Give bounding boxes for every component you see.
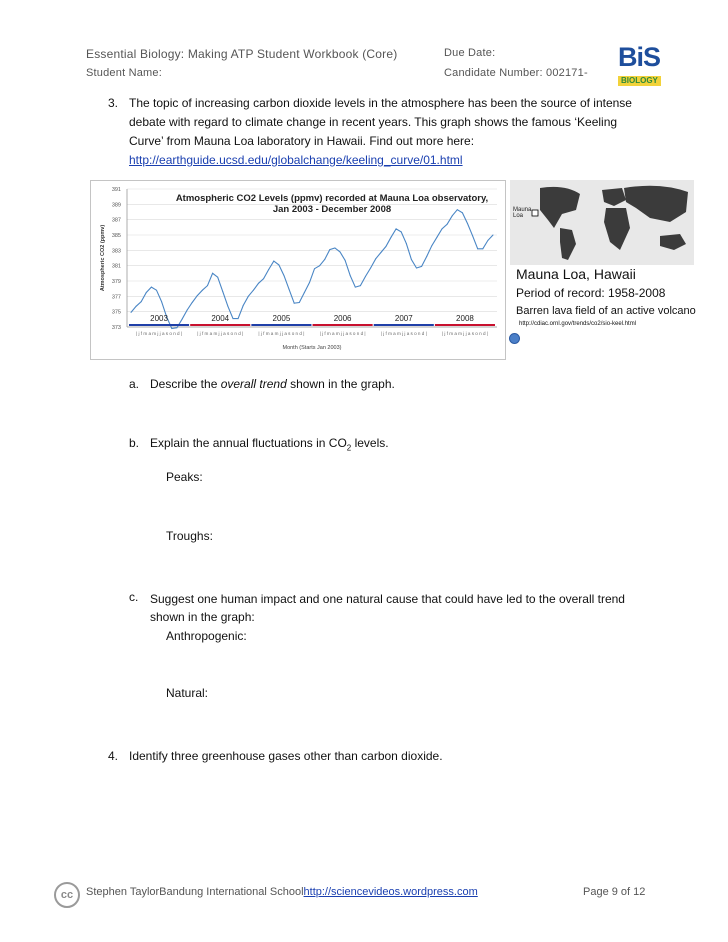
data-point bbox=[350, 275, 351, 276]
part-a-pre: Describe the bbox=[150, 377, 221, 391]
data-point bbox=[268, 269, 269, 270]
month-letters: | j f m a m j j a s o n d | bbox=[197, 331, 244, 336]
natural-label: Natural: bbox=[166, 686, 209, 700]
chart-title: Atmospheric CO2 Levels (ppmv) recorded at Mauna Loa observatory, bbox=[175, 193, 489, 204]
co2-series-line bbox=[131, 210, 493, 329]
part-b-text bbox=[150, 436, 389, 452]
y-tick-label: 385 bbox=[111, 233, 121, 239]
year-label: 2003 bbox=[150, 314, 168, 323]
data-point bbox=[472, 235, 473, 236]
month-letters: | j f m a m j j a s o n d | bbox=[441, 331, 488, 336]
data-point bbox=[289, 289, 290, 290]
keeling-chart bbox=[91, 181, 505, 359]
data-point bbox=[416, 267, 417, 268]
data-point bbox=[391, 237, 392, 238]
data-point bbox=[299, 302, 300, 303]
part-a-letter: a. bbox=[129, 377, 140, 391]
part-c-line-1: Suggest one human impact and one natural cause that could have led to the overall trend bbox=[150, 592, 625, 606]
data-point bbox=[401, 231, 402, 232]
year-label: 2005 bbox=[272, 314, 291, 323]
data-point bbox=[171, 328, 172, 329]
data-point bbox=[467, 223, 468, 224]
data-point bbox=[273, 261, 274, 262]
part-c-letter: c. bbox=[129, 590, 139, 604]
question-3-number: 3. bbox=[108, 96, 119, 110]
data-point bbox=[176, 327, 177, 328]
data-point bbox=[442, 228, 443, 229]
peaks-label: Peaks: bbox=[166, 470, 203, 484]
data-point bbox=[493, 235, 494, 236]
logo-text: BiS bbox=[618, 42, 661, 72]
part-a-post: shown in the graph. bbox=[286, 377, 395, 391]
y-tick-label: 391 bbox=[111, 187, 121, 193]
y-tick-label: 373 bbox=[111, 325, 121, 331]
data-point bbox=[243, 305, 244, 306]
data-point bbox=[482, 248, 483, 249]
data-point bbox=[431, 245, 432, 246]
data-point bbox=[360, 285, 361, 286]
data-point bbox=[227, 306, 228, 307]
anthropogenic-label: Anthropogenic: bbox=[166, 629, 247, 643]
data-point bbox=[141, 301, 142, 302]
q3-line-1: The topic of increasing carbon dioxide levels in the atmosphere has been the source of intense bbox=[129, 96, 632, 110]
y-tick-label: 375 bbox=[111, 309, 121, 316]
data-point bbox=[457, 209, 458, 210]
data-point bbox=[202, 290, 203, 291]
data-point bbox=[375, 258, 376, 259]
data-point bbox=[329, 249, 330, 250]
data-point bbox=[232, 318, 233, 319]
data-point bbox=[253, 290, 254, 291]
world-map bbox=[510, 180, 694, 265]
data-point bbox=[452, 215, 453, 216]
data-point bbox=[263, 278, 264, 279]
data-point bbox=[345, 260, 346, 261]
part-b-subscript: 2 bbox=[346, 443, 352, 453]
globe-icon bbox=[509, 333, 520, 344]
data-point bbox=[340, 251, 341, 252]
data-point bbox=[238, 318, 239, 319]
map-period: Period of record: 1958-2008 bbox=[516, 286, 666, 300]
data-point bbox=[146, 292, 147, 293]
candidate-number-label: Candidate Number: 002171- bbox=[444, 67, 588, 79]
part-b-post: levels. bbox=[351, 436, 389, 450]
data-point bbox=[222, 291, 223, 292]
question-3-text bbox=[129, 94, 689, 170]
year-label: 2007 bbox=[394, 314, 413, 323]
data-point bbox=[426, 256, 427, 257]
data-point bbox=[278, 264, 279, 265]
month-letters: | j f m a m j j a s o n d | bbox=[136, 331, 183, 336]
data-point bbox=[477, 248, 478, 249]
data-point bbox=[258, 283, 259, 284]
y-tick-label: 387 bbox=[111, 217, 121, 224]
q3-line-2: debate with regard to climate change in recent years. This graph shows the famous ‘Keeling bbox=[129, 115, 618, 129]
part-a-emphasis: overall trend bbox=[220, 377, 287, 391]
data-point bbox=[385, 246, 386, 247]
x-axis-label: Month (Starts Jan 2003) bbox=[282, 345, 342, 351]
student-name-label: Student Name: bbox=[86, 67, 162, 79]
data-point bbox=[197, 295, 198, 296]
data-point bbox=[365, 276, 366, 277]
q3-line-3: Curve’ from Mauna Loa laboratory in Hawaii. Find out more here: bbox=[129, 134, 475, 148]
data-point bbox=[207, 285, 208, 286]
data-point bbox=[436, 237, 437, 238]
part-b-pre: Explain the annual fluctuations in CO bbox=[150, 436, 347, 450]
data-point bbox=[161, 301, 162, 302]
data-point bbox=[462, 212, 463, 213]
footer-author: Stephen TaylorBandung International Schoolhttp://sciencevideos.wordpress.com bbox=[86, 886, 478, 898]
data-point bbox=[181, 319, 182, 320]
map-description: Barren lava field of an active volcano bbox=[516, 305, 696, 317]
year-label: 2006 bbox=[333, 314, 352, 323]
data-point bbox=[370, 267, 371, 268]
y-tick-label: 389 bbox=[111, 202, 121, 209]
y-tick-label: 379 bbox=[111, 279, 121, 285]
data-point bbox=[421, 266, 422, 267]
workbook-title: Essential Biology: Making ATP Student Workbook (Core) bbox=[86, 47, 398, 61]
data-point bbox=[136, 306, 137, 307]
logo-subtext: BIOLOGY bbox=[618, 76, 661, 86]
data-point bbox=[131, 312, 132, 313]
data-point bbox=[156, 290, 157, 291]
month-letters: | j f m a m j j a s o n d | bbox=[380, 331, 427, 336]
keeling-chart-frame bbox=[90, 180, 506, 360]
page-number: Page 9 of 12 bbox=[583, 886, 646, 898]
data-point bbox=[294, 303, 295, 304]
mauna-loa-map-label: Mauna Loa bbox=[513, 207, 532, 219]
data-point bbox=[487, 240, 488, 241]
part-c-text bbox=[150, 590, 625, 626]
data-point bbox=[248, 296, 249, 297]
data-point bbox=[192, 302, 193, 303]
y-tick-label: 383 bbox=[111, 248, 121, 255]
part-b-letter: b. bbox=[129, 436, 140, 450]
keeling-curve-link[interactable]: http://earthguide.ucsd.edu/globalchange/keeling_curve/01.html bbox=[129, 153, 463, 167]
part-a-text bbox=[150, 377, 395, 391]
year-label: 2004 bbox=[211, 314, 230, 323]
question-4-number: 4. bbox=[108, 749, 119, 763]
data-point bbox=[334, 248, 335, 249]
y-tick-label: 381 bbox=[111, 263, 121, 270]
data-point bbox=[324, 259, 325, 260]
data-point bbox=[309, 282, 310, 283]
data-point bbox=[314, 268, 315, 269]
data-point bbox=[355, 287, 356, 288]
bis-biology-logo bbox=[618, 42, 672, 85]
data-point bbox=[283, 275, 284, 276]
part-c-line-2: shown in the graph: bbox=[150, 610, 255, 624]
data-point bbox=[187, 310, 188, 311]
chart-subtitle: Jan 2003 - December 2008 bbox=[272, 204, 392, 215]
data-point bbox=[406, 243, 407, 244]
data-point bbox=[319, 265, 320, 266]
data-point bbox=[151, 287, 152, 288]
data-point bbox=[380, 252, 381, 253]
year-label: 2008 bbox=[456, 314, 474, 323]
data-point bbox=[411, 259, 412, 260]
data-point bbox=[304, 292, 305, 293]
footer-link[interactable]: http://sciencevideos.wordpress.com bbox=[303, 886, 478, 898]
map-title: Mauna Loa, Hawaii bbox=[516, 266, 636, 282]
y-axis-label: Atmospheric CO2 (ppmv) bbox=[100, 224, 106, 292]
troughs-label: Troughs: bbox=[166, 529, 213, 543]
month-letters: | j f m a m j j a s o n d | bbox=[319, 331, 366, 336]
data-point bbox=[217, 277, 218, 278]
question-4-text: Identify three greenhouse gases other than carbon dioxide. bbox=[129, 749, 443, 763]
due-date-label: Due Date: bbox=[444, 47, 496, 59]
data-point bbox=[212, 273, 213, 274]
data-point bbox=[396, 228, 397, 229]
creative-commons-icon: cc bbox=[54, 882, 80, 908]
map-source-url: http://cdiac.ornl.gov/trends/co2/sio-keel.html bbox=[519, 321, 637, 327]
y-tick-label: 377 bbox=[111, 294, 121, 301]
month-letters: | j f m a m j j a s o n d | bbox=[258, 331, 305, 336]
world-map-graphic bbox=[510, 180, 694, 265]
data-point bbox=[447, 224, 448, 225]
